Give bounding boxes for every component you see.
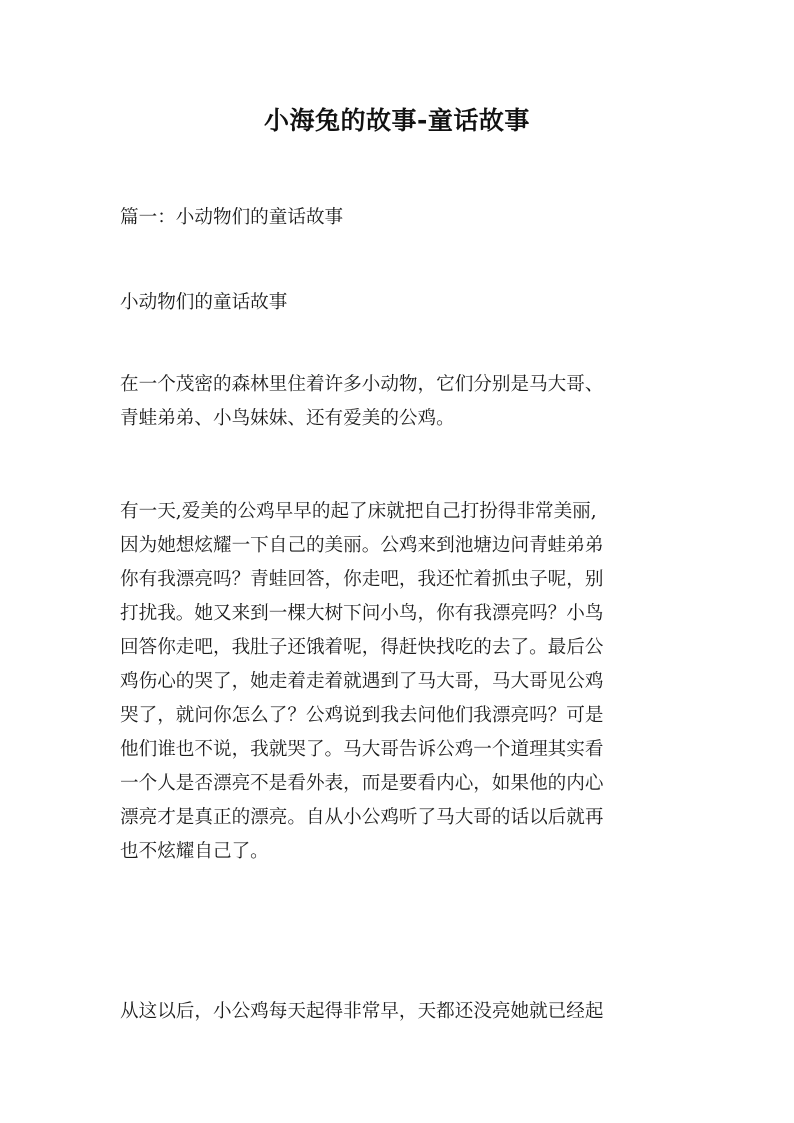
paragraph-line: 哭了，就问你怎么了？公鸡说到我去问他们我漂亮吗？可是 — [120, 705, 604, 726]
paragraph-1 — [120, 368, 680, 436]
paragraph-line: 一个人是否漂亮不是看外表，而是要看内心，如果他的内心 — [120, 773, 604, 794]
paragraph-line: 青蛙弟弟、小鸟妹妹、还有爱美的公鸡。 — [120, 408, 455, 429]
paragraph-line: 你有我漂亮吗？青蛙回答，你走吧，我还忙着抓虫子呢，别 — [120, 569, 604, 590]
paragraph-line: 因为她想炫耀一下自己的美丽。公鸡来到池塘边问青蛙弟弟 — [120, 535, 604, 556]
paragraph-line: 回答你走吧，我肚子还饿着呢，得赶快找吃的去了。最后公 — [120, 637, 604, 658]
paragraph-line: 也不炫耀自己了。 — [120, 841, 269, 862]
paragraph-line: 从这以后，小公鸡每天起得非常早，天都还没亮她就已经起 — [120, 1001, 604, 1022]
story-title: 小动物们的童话故事 — [120, 292, 288, 313]
paragraph-2 — [120, 495, 680, 869]
paragraph-line: 漂亮才是真正的漂亮。自从小公鸡听了马大哥的话以后就再 — [120, 807, 604, 828]
section-heading: 篇一：小动物们的童话故事 — [120, 207, 344, 228]
paragraph-line: 在一个茂密的森林里住着许多小动物，它们分别是马大哥、 — [120, 374, 604, 395]
paragraph-line: 他们谁也不说，我就哭了。马大哥告诉公鸡一个道理其实看 — [120, 739, 604, 760]
document-title: 小海兔的故事-童话故事 — [264, 106, 530, 135]
paragraph-3 — [120, 995, 680, 1029]
paragraph-line: 打扰我。她又来到一棵大树下问小鸟，你有我漂亮吗？小鸟 — [120, 603, 604, 624]
paragraph-line: 有一天,爱美的公鸡早早的起了床就把自己打扮得非常美丽, — [120, 501, 597, 522]
paragraph-line: 鸡伤心的哭了，她走着走着就遇到了马大哥，马大哥见公鸡 — [120, 671, 604, 692]
